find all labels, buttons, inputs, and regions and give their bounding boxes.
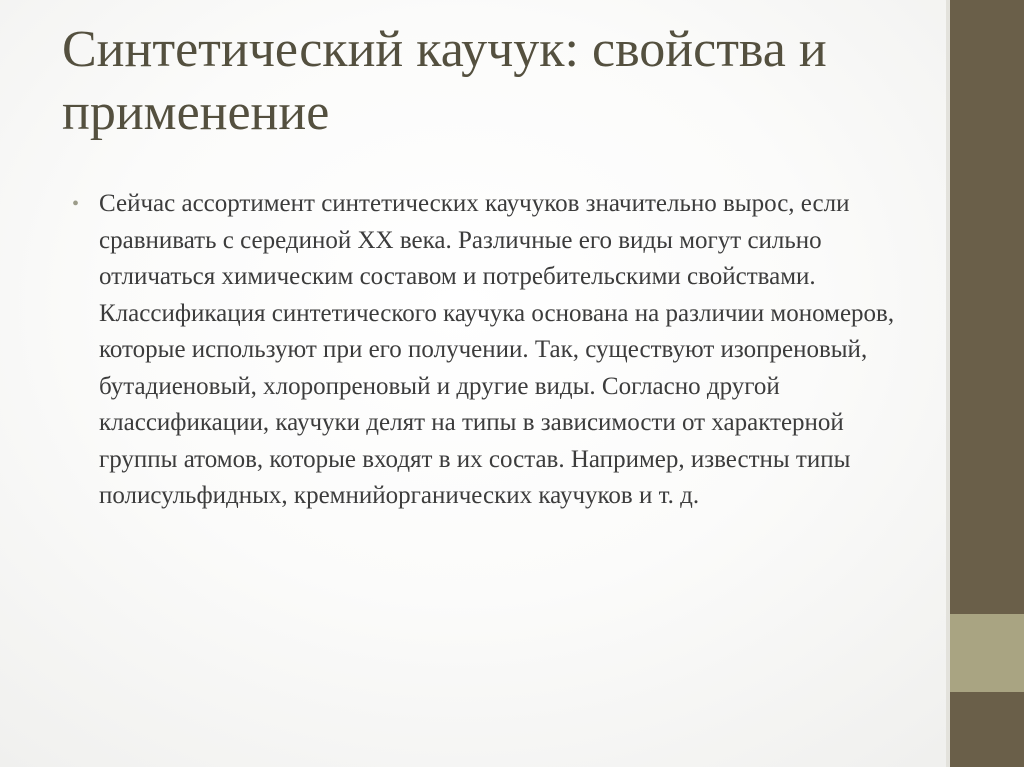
bullet-marker: • (72, 193, 80, 215)
slide-title: Синтетический каучук: свойства и применение (62, 21, 827, 141)
bullet-item (72, 186, 902, 515)
bullet-text: Сейчас ассортимент синтетических каучуков значительно вырос, если сравнивать с серединой XX века. Различные его виды могут сильно отличаться химическим составом и потребительскими свойствами. Классификация синтетического каучука основана на различии мономеров, которые используют при его получении. Так, существуют изопреновый, бутадиеновый, хлоропреновый и другие виды. Согласно другой классификации, каучуки делят на типы в зависимости от характерной группы атомов, которые входят в их состав. Например, известны типы полисульфидных, кремнийорганических каучуков и т. д. (99, 190, 895, 509)
bullet-list (72, 186, 902, 515)
sidebar-accent-block (950, 614, 1024, 692)
